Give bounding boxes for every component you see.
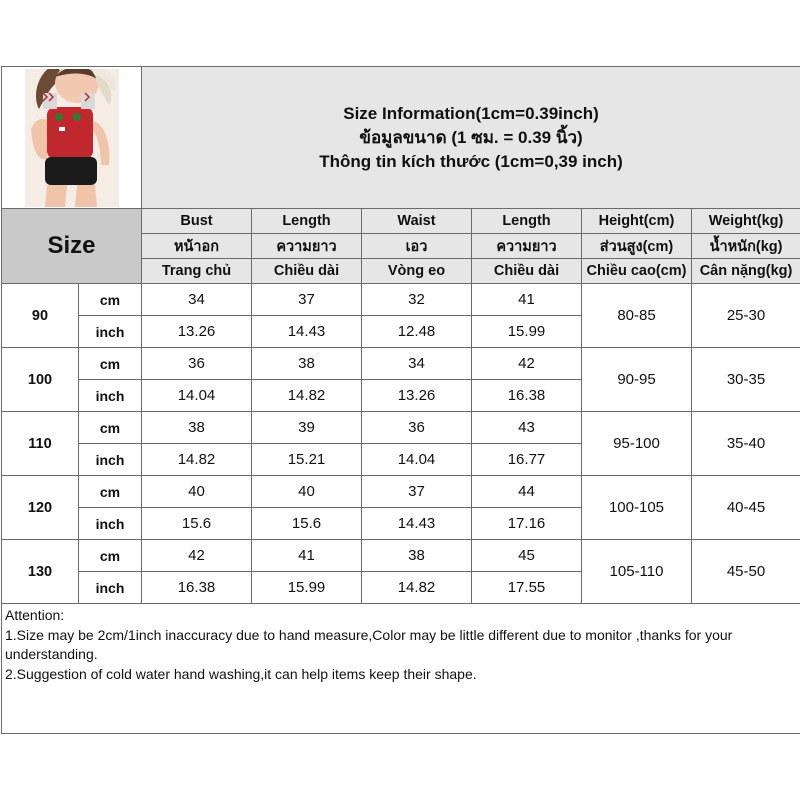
unit-label: inch <box>79 444 142 476</box>
attention-notes <box>2 604 800 734</box>
title-thai: ข้อมูลขนาด (1 ซม. = 0.39 นิ้ว) <box>359 127 583 147</box>
measurement-cell: 15.99 <box>252 572 362 604</box>
height-range: 95-100 <box>582 412 692 476</box>
measurement-cell: 14.82 <box>362 572 472 604</box>
column-header-vi: Cân nặng(kg) <box>692 259 800 284</box>
measurement-cell: 14.43 <box>252 316 362 348</box>
measurement-cell: 38 <box>142 412 252 444</box>
column-header-en: Weight(kg) <box>692 209 800 234</box>
height-range: 80-85 <box>582 284 692 348</box>
title-vietnamese: Thông tin kích thước (1cm=0,39 inch) <box>319 151 623 171</box>
weight-range: 35-40 <box>692 412 800 476</box>
weight-range: 25-30 <box>692 284 800 348</box>
table-row <box>2 540 800 572</box>
column-header-th: ความยาว <box>252 234 362 259</box>
column-header-en: Height(cm) <box>582 209 692 234</box>
size-chart-sheet <box>1 66 798 735</box>
weight-range: 40-45 <box>692 476 800 540</box>
height-range: 105-110 <box>582 540 692 604</box>
measurement-cell: 45 <box>472 540 582 572</box>
measurement-cell: 43 <box>472 412 582 444</box>
measurement-cell: 14.04 <box>142 380 252 412</box>
measurement-cell: 38 <box>252 348 362 380</box>
measurement-cell: 16.77 <box>472 444 582 476</box>
child-swimsuit-image <box>25 69 119 207</box>
column-header-th: หน้าอก <box>142 234 252 259</box>
measurement-cell: 15.21 <box>252 444 362 476</box>
height-range: 100-105 <box>582 476 692 540</box>
column-header-vi: Chiều dài <box>472 259 582 284</box>
size-label: 120 <box>2 476 79 540</box>
measurement-cell: 39 <box>252 412 362 444</box>
column-header-en: Bust <box>142 209 252 234</box>
weight-range: 45-50 <box>692 540 800 604</box>
table-row <box>2 284 800 316</box>
column-header-en: Length <box>472 209 582 234</box>
height-range: 90-95 <box>582 348 692 412</box>
attention-note-1: 1.Size may be 2cm/1inch inaccuracy due to hand measure,Color may be little different due to monitor ,thanks for your understanding. <box>5 626 733 662</box>
measurement-cell: 36 <box>362 412 472 444</box>
measurement-cell: 12.48 <box>362 316 472 348</box>
measurement-cell: 42 <box>472 348 582 380</box>
table-row <box>2 476 800 508</box>
measurement-cell: 15.6 <box>142 508 252 540</box>
measurement-cell: 44 <box>472 476 582 508</box>
measurement-cell: 40 <box>252 476 362 508</box>
product-photo-cell <box>2 67 142 209</box>
column-header-th: น้ำหนัก(kg) <box>692 234 800 259</box>
measurement-cell: 42 <box>142 540 252 572</box>
column-header-en: Length <box>252 209 362 234</box>
measurement-cell: 32 <box>362 284 472 316</box>
unit-label: inch <box>79 380 142 412</box>
measurement-cell: 16.38 <box>472 380 582 412</box>
unit-label: inch <box>79 316 142 348</box>
measurement-cell: 34 <box>362 348 472 380</box>
title-english: Size Information(1cm=0.39inch) <box>343 103 599 123</box>
measurement-cell: 14.82 <box>142 444 252 476</box>
weight-range: 30-35 <box>692 348 800 412</box>
measurement-cell: 13.26 <box>142 316 252 348</box>
column-header-th: เอว <box>362 234 472 259</box>
measurement-cell: 14.82 <box>252 380 362 412</box>
product-photo <box>25 69 119 207</box>
unit-label: cm <box>79 284 142 316</box>
measurement-cell: 36 <box>142 348 252 380</box>
unit-label: inch <box>79 508 142 540</box>
measurement-cell: 17.55 <box>472 572 582 604</box>
measurement-cell: 41 <box>472 284 582 316</box>
column-header-vi: Trang chủ <box>142 259 252 284</box>
unit-label: cm <box>79 348 142 380</box>
measurement-cell: 15.99 <box>472 316 582 348</box>
measurement-cell: 41 <box>252 540 362 572</box>
measurement-cell: 40 <box>142 476 252 508</box>
size-label: 100 <box>2 348 79 412</box>
title-banner <box>142 67 800 209</box>
measurement-cell: 38 <box>362 540 472 572</box>
size-header: Size <box>2 209 142 284</box>
size-label: 110 <box>2 412 79 476</box>
unit-label: cm <box>79 476 142 508</box>
unit-label: inch <box>79 572 142 604</box>
size-chart-table <box>1 66 800 734</box>
size-label: 130 <box>2 540 79 604</box>
measurement-cell: 37 <box>252 284 362 316</box>
column-header-vi: Chiều dài <box>252 259 362 284</box>
column-header-vi: Chiều cao(cm) <box>582 259 692 284</box>
unit-label: cm <box>79 412 142 444</box>
column-header-en: Waist <box>362 209 472 234</box>
column-header-th: ส่วนสูง(cm) <box>582 234 692 259</box>
unit-label: cm <box>79 540 142 572</box>
measurement-cell: 13.26 <box>362 380 472 412</box>
measurement-cell: 15.6 <box>252 508 362 540</box>
table-row <box>2 412 800 444</box>
attention-note-2: 2.Suggestion of cold water hand washing,it can help items keep their shape. <box>5 665 477 682</box>
table-row <box>2 348 800 380</box>
column-header-th: ความยาว <box>472 234 582 259</box>
measurement-cell: 16.38 <box>142 572 252 604</box>
column-header-vi: Vòng eo <box>362 259 472 284</box>
size-label: 90 <box>2 284 79 348</box>
measurement-cell: 17.16 <box>472 508 582 540</box>
attention-heading: Attention: <box>5 607 65 623</box>
measurement-cell: 14.04 <box>362 444 472 476</box>
measurement-cell: 37 <box>362 476 472 508</box>
measurement-cell: 34 <box>142 284 252 316</box>
measurement-cell: 14.43 <box>362 508 472 540</box>
